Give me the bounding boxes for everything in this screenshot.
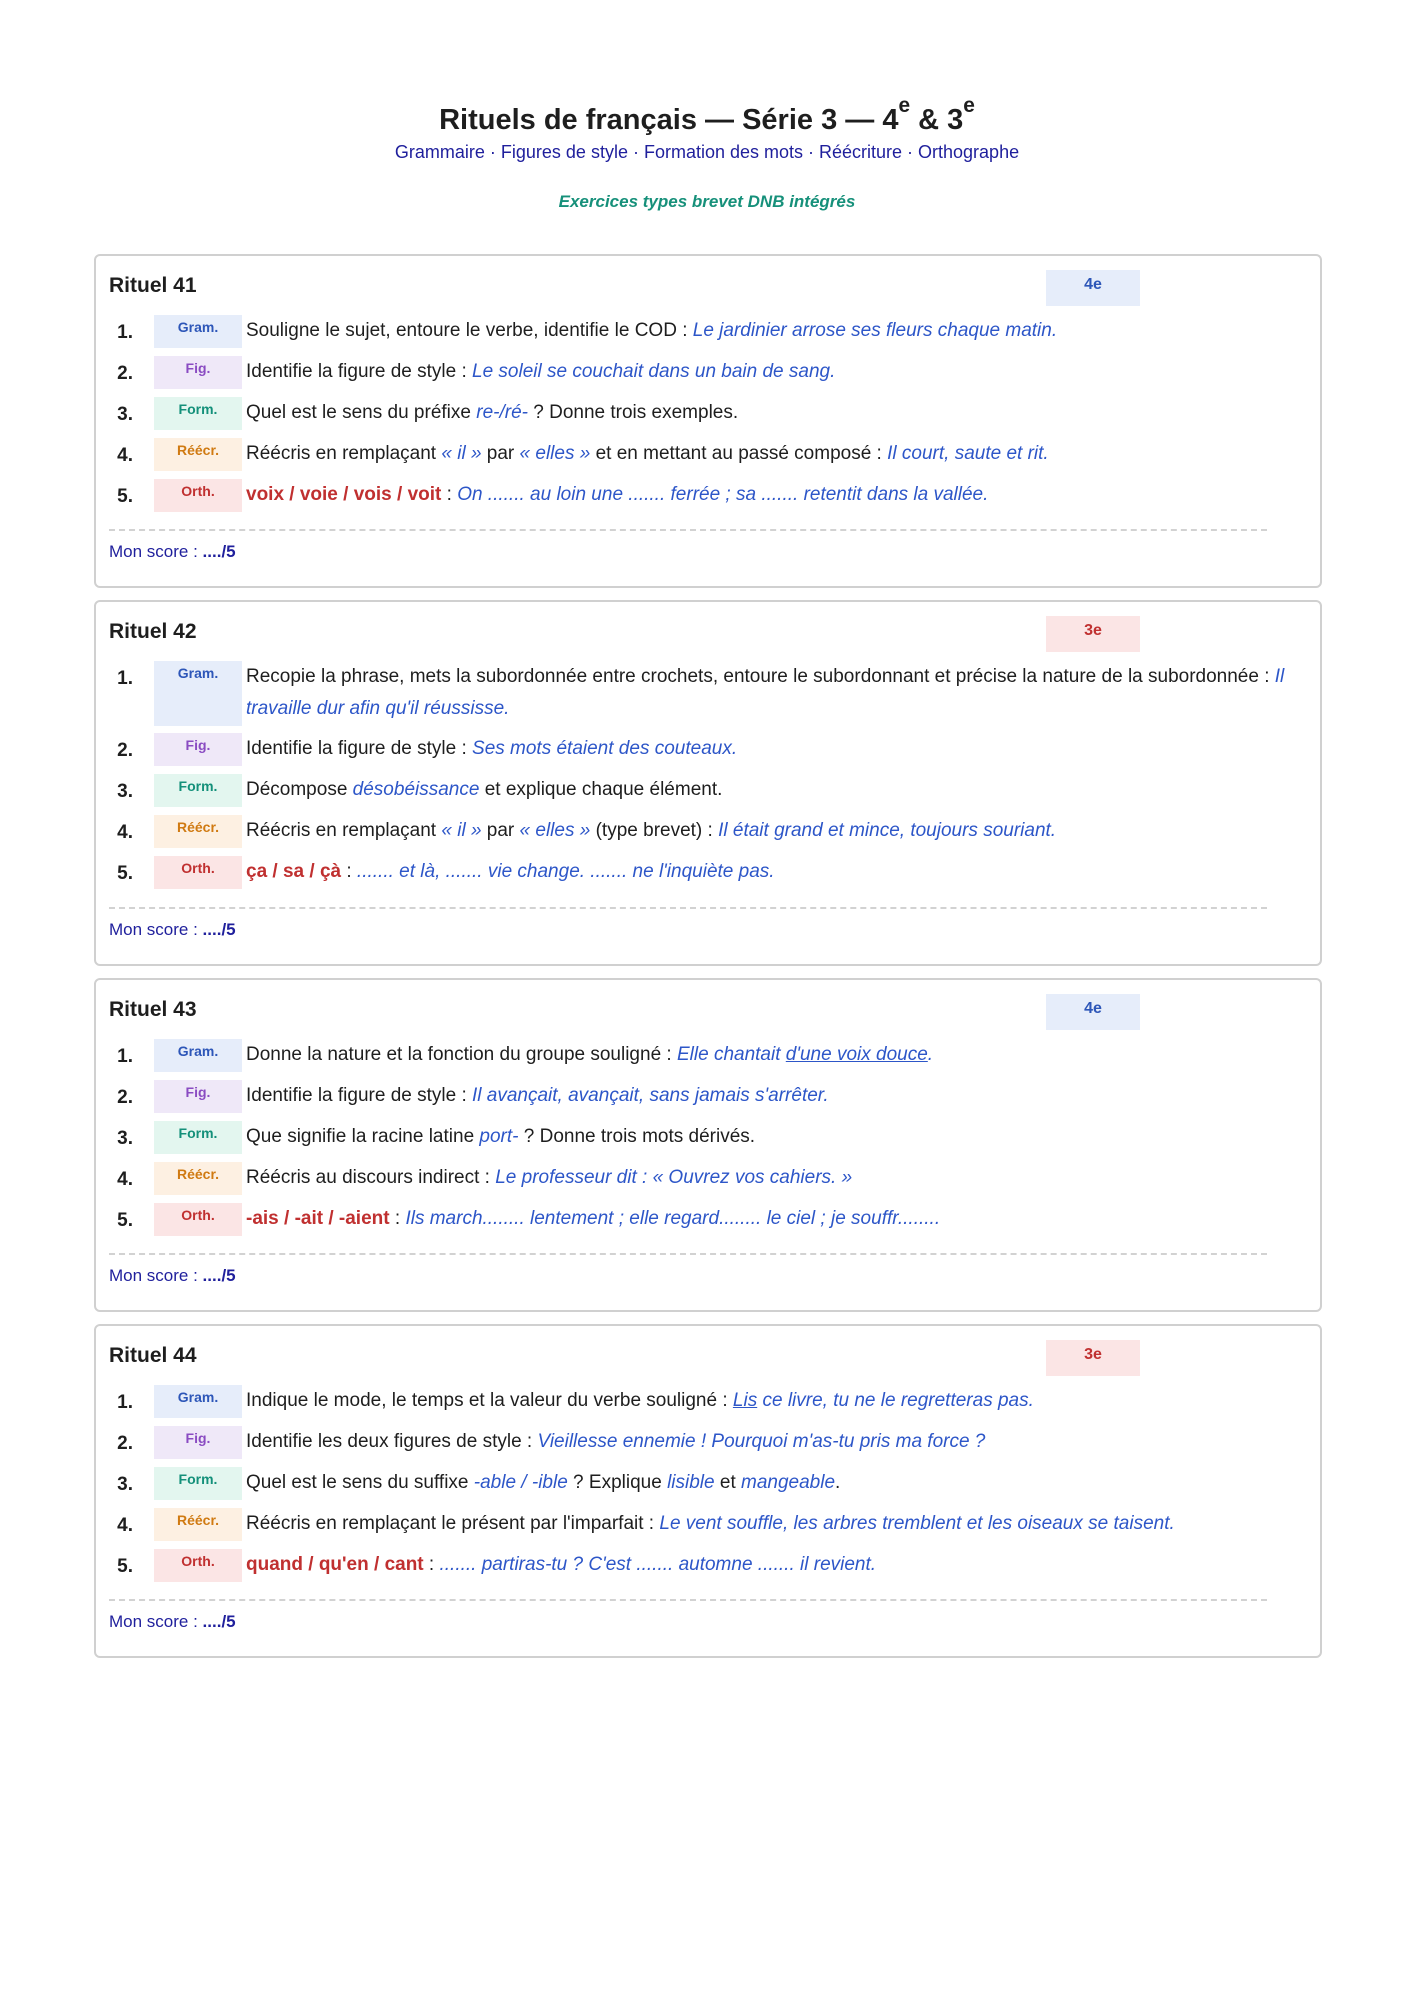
item-number: 3.: [117, 404, 133, 425]
item-text: Identifie la figure de style : Ses mots étaient des couteaux.: [246, 738, 738, 759]
dashed-divider: [109, 529, 1267, 531]
item-number: 5.: [117, 486, 133, 507]
exercise-item: [96, 1508, 1286, 1542]
card-title: Rituel 41: [109, 274, 197, 297]
item-text: Réécris en remplaçant « il » par « elles » et en mettant au passé composé : Il court, saute et rit.: [246, 443, 1049, 464]
ritual-card: [94, 600, 1322, 966]
item-text: Réécris en remplaçant « il » par « elles » (type brevet) : Il était grand et mince, toujours souriant.: [246, 820, 1057, 841]
item-number: 5.: [117, 1556, 133, 1577]
item-number: 5.: [117, 1210, 133, 1231]
exercise-item: [96, 815, 1286, 849]
ritual-card: [94, 978, 1322, 1312]
item-text: Quel est le sens du suffixe -able / -ible ? Explique lisible et mangeable.: [246, 1472, 841, 1493]
exercise-item: [96, 661, 1286, 726]
exercise-item: [96, 356, 1286, 390]
category-tag-grammar: Gram.: [154, 315, 242, 348]
ritual-card: [94, 1324, 1322, 1658]
category-tag-formation: Form.: [154, 397, 242, 430]
level-badge: 4e: [1046, 994, 1140, 1030]
exercise-item: [96, 1467, 1286, 1501]
dashed-divider: [109, 907, 1267, 909]
item-number: 2.: [117, 740, 133, 761]
category-tag-rewriting: Réécr.: [154, 1162, 242, 1195]
score-line: Mon score : ..../5: [109, 920, 236, 939]
category-tag-spelling: Orth.: [154, 479, 242, 512]
page-title: Rituels de français — Série 3 — 4e & 3e: [439, 94, 975, 136]
category-tag-formation: Form.: [154, 774, 242, 807]
level-badge: 3e: [1046, 1340, 1140, 1376]
card-title: Rituel 42: [109, 620, 197, 643]
card-title: Rituel 44: [109, 1344, 197, 1367]
category-tag-figure: Fig.: [154, 1426, 242, 1459]
category-tag-rewriting: Réécr.: [154, 1508, 242, 1541]
exercise-item: [96, 479, 1286, 513]
item-text: Réécris au discours indirect : Le professeur dit : « Ouvrez vos cahiers. »: [246, 1167, 853, 1188]
item-number: 5.: [117, 863, 133, 884]
item-number: 2.: [117, 1087, 133, 1108]
category-tag-formation: Form.: [154, 1467, 242, 1500]
category-tag-grammar: Gram.: [154, 661, 242, 726]
dashed-divider: [109, 1253, 1267, 1255]
item-text: Quel est le sens du préfixe re-/ré- ? Donne trois exemples.: [246, 402, 739, 423]
exercise-item: [96, 397, 1286, 431]
item-number: 3.: [117, 1474, 133, 1495]
item-text: Décompose désobéissance et explique chaque élément.: [246, 779, 723, 800]
category-tag-formation: Form.: [154, 1121, 242, 1154]
category-tag-spelling: Orth.: [154, 856, 242, 889]
score-line: Mon score : ..../5: [109, 542, 236, 561]
exercise-list: [96, 1385, 1286, 1590]
item-text: Que signifie la racine latine port- ? Donne trois mots dérivés.: [246, 1126, 756, 1147]
score-line: Mon score : ..../5: [109, 1266, 236, 1285]
category-tag-spelling: Orth.: [154, 1203, 242, 1236]
item-text: voix / voie / vois / voit : On ....... au loin une ....... ferrée ; sa ....... retentit dans la vallée.: [246, 484, 989, 505]
category-tag-grammar: Gram.: [154, 1385, 242, 1418]
dashed-divider: [109, 1599, 1267, 1601]
item-text: quand / qu'en / cant : ....... partiras-tu ? C'est ....... automne ....... il revient.: [246, 1554, 877, 1575]
item-text: Identifie la figure de style : Le soleil se couchait dans un bain de sang.: [246, 361, 836, 382]
card-title: Rituel 43: [109, 998, 197, 1021]
category-tag-figure: Fig.: [154, 733, 242, 766]
ritual-card: [94, 254, 1322, 588]
item-number: 2.: [117, 363, 133, 384]
item-text: Réécris en remplaçant le présent par l'imparfait : Le vent souffle, les arbres tremblent et les oiseaux se taisent.: [246, 1513, 1175, 1534]
item-text: Identifie la figure de style : Il avançait, avançait, sans jamais s'arrêter.: [246, 1085, 829, 1106]
item-text: Souligne le sujet, entoure le verbe, identifie le COD : Le jardinier arrose ses fleurs chaque matin.: [246, 320, 1058, 341]
category-tag-rewriting: Réécr.: [154, 815, 242, 848]
exercise-item: [96, 1121, 1286, 1155]
category-tag-figure: Fig.: [154, 1080, 242, 1113]
score-line: Mon score : ..../5: [109, 1612, 236, 1631]
category-tag-spelling: Orth.: [154, 1549, 242, 1582]
category-tag-grammar: Gram.: [154, 1039, 242, 1072]
item-number: 2.: [117, 1433, 133, 1454]
exercise-item: [96, 1039, 1286, 1073]
item-number: 4.: [117, 445, 133, 466]
exercise-item: [96, 1203, 1286, 1237]
exercise-list: [96, 661, 1286, 897]
level-badge: 4e: [1046, 270, 1140, 306]
item-number: 1.: [117, 1392, 133, 1413]
level-badge: 3e: [1046, 616, 1140, 652]
item-text: Indique le mode, le temps et la valeur du verbe souligné : Lis ce livre, tu ne le regretteras pas.: [246, 1390, 1034, 1411]
page-header: [0, 94, 1414, 213]
exercise-item: [96, 315, 1286, 349]
item-text: Identifie les deux figures de style : Vieillesse ennemie ! Pourquoi m'as-tu pris ma force ?: [246, 1431, 986, 1452]
exercise-item: [96, 1385, 1286, 1419]
item-number: 4.: [117, 1515, 133, 1536]
exercise-list: [96, 315, 1286, 520]
item-number: 4.: [117, 822, 133, 843]
item-number: 1.: [117, 322, 133, 343]
category-tag-rewriting: Réécr.: [154, 438, 242, 471]
item-number: 1.: [117, 668, 133, 689]
exercise-item: [96, 1426, 1286, 1460]
exercise-list: [96, 1039, 1286, 1244]
item-text: -ais / -ait / -aient : Ils march........ lentement ; elle regard........ le ciel ; je souffr........: [246, 1208, 941, 1229]
exercise-item: [96, 733, 1286, 767]
item-text: Recopie la phrase, mets la subordonnée entre crochets, entoure le subordonnant et précise la nature de la subordonnée : Il travaille dur afin qu'il réussisse.: [246, 666, 1285, 719]
exercise-item: [96, 856, 1286, 890]
exercise-item: [96, 1080, 1286, 1114]
exercise-item: [96, 774, 1286, 808]
category-tag-figure: Fig.: [154, 356, 242, 389]
item-text: ça / sa / çà : ....... et là, ....... vie change. ....... ne l'inquiète pas.: [246, 861, 775, 882]
page-note: Exercices types brevet DNB intégrés: [558, 192, 856, 211]
item-number: 4.: [117, 1169, 133, 1190]
exercise-item: [96, 1549, 1286, 1583]
page-subtitle: Grammaire · Figures de style · Formation des mots · Réécriture · Orthographe: [394, 142, 1020, 162]
item-number: 3.: [117, 1128, 133, 1149]
item-text: Donne la nature et la fonction du groupe souligné : Elle chantait d'une voix douce.: [246, 1044, 934, 1065]
exercise-item: [96, 1162, 1286, 1196]
item-number: 1.: [117, 1046, 133, 1067]
item-number: 3.: [117, 781, 133, 802]
exercise-item: [96, 438, 1286, 472]
